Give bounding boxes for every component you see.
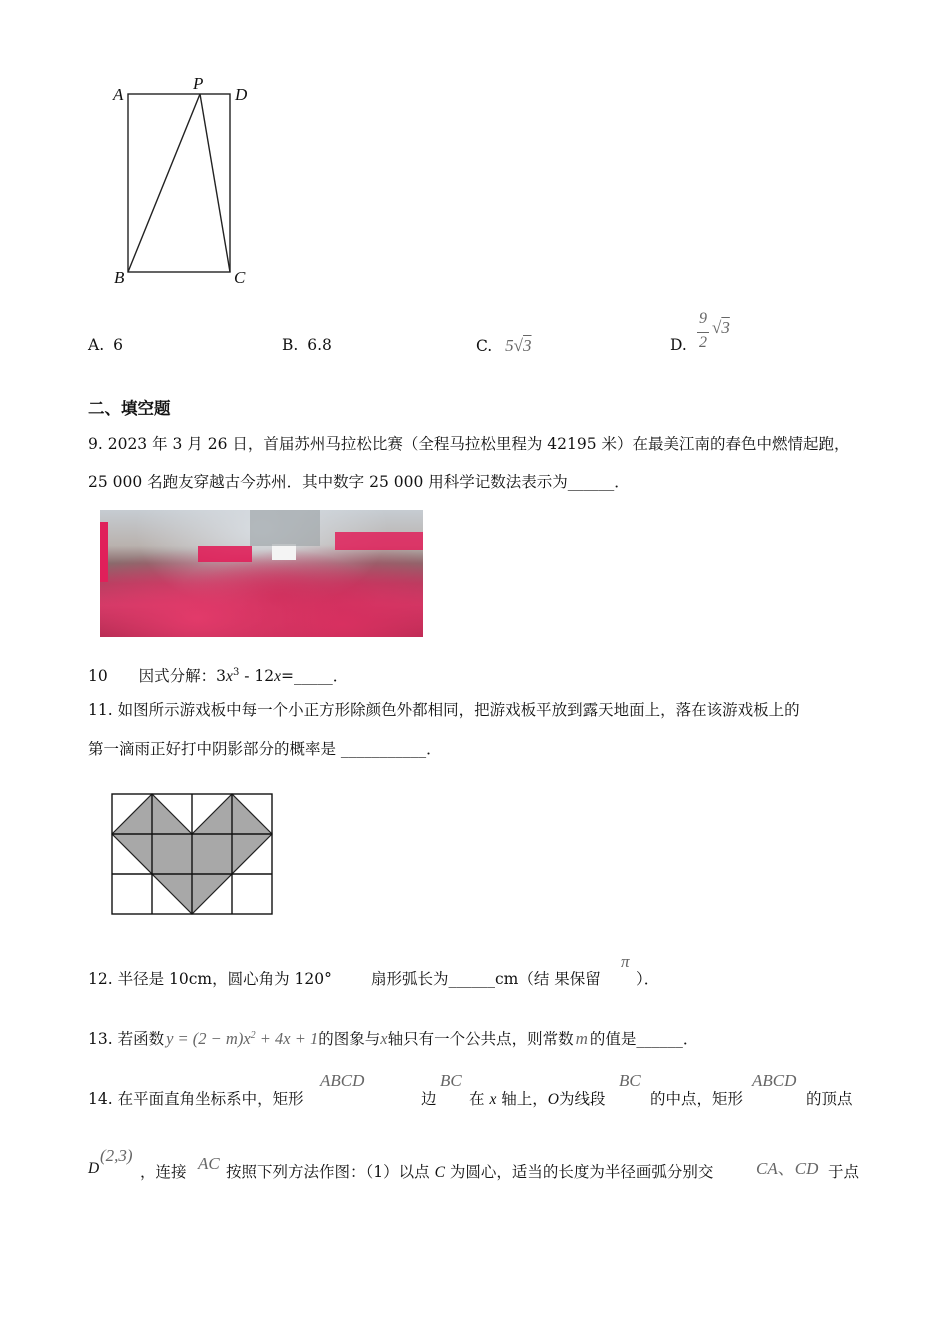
q13-formula: y = (2 − m)x xyxy=(166,1029,251,1048)
segment-pc xyxy=(200,94,230,272)
marathon-photo xyxy=(100,510,423,637)
q14-c: C xyxy=(434,1164,445,1181)
label-a: A xyxy=(113,85,124,104)
rectangle-figure xyxy=(0,0,950,300)
option-c xyxy=(476,336,532,356)
label-p: P xyxy=(193,74,204,93)
q14-coords: (2,3) xyxy=(100,1146,133,1165)
q11-line1: 11. 如图所示游戏板中每一个小正方形除颜色外都相同，把游戏板平放到露天地面上，落在该游戏板上的 xyxy=(88,701,800,719)
q10-text: 因式分解：3 xyxy=(138,667,227,685)
q9-line2: 25 000 名跑友穿越古今苏州．其中数字 25 000 用科学记数法表示为______． xyxy=(88,473,630,491)
q13-mid1: 的图象与 xyxy=(318,1030,381,1048)
q14-l2a: ，连接 xyxy=(140,1163,187,1181)
photo-banner-center xyxy=(198,546,252,562)
q11-line2: 第一滴雨正好打中阴影部分的概率是 ___________． xyxy=(88,740,442,758)
q12-part3: ）． xyxy=(636,970,660,988)
q14-o: O xyxy=(547,1091,559,1108)
option-a-letter: A. xyxy=(88,336,105,354)
q14-wei: 为线段 xyxy=(559,1090,606,1108)
q14-l2d: 于点 xyxy=(828,1163,860,1181)
q10-mid: - 12 xyxy=(239,667,275,685)
sqrt-sign: √ xyxy=(513,336,524,355)
q14-cd-text: CD xyxy=(794,1159,819,1178)
option-b-value: 6.8 xyxy=(307,336,332,354)
option-d-letter: D. xyxy=(670,336,687,354)
segment-bp xyxy=(128,94,200,272)
q10-exp: 3 xyxy=(232,666,240,678)
photo-banner-left xyxy=(100,522,108,582)
q14-mid: 的中点，矩形 xyxy=(650,1090,744,1108)
photo-tent xyxy=(272,544,296,560)
q9-line1: 9. 2023 年 3 月 26 日，首届苏州马拉松比赛（全程马拉松里程为 42195 米）在最美江南的春色中燃情起跑， xyxy=(88,435,850,453)
q14-bc1: BC xyxy=(440,1071,462,1090)
q14-zai xyxy=(469,1087,606,1109)
q14-l2b xyxy=(226,1160,713,1182)
option-d-sqrt: √3 xyxy=(712,318,730,337)
q13-tail: 的值是______． xyxy=(589,1030,699,1048)
label-b: B xyxy=(114,268,125,287)
fraction-bar xyxy=(697,332,709,333)
q10-tail: =_____． xyxy=(281,667,349,685)
q10-number: 10 xyxy=(88,667,108,685)
q14-d: D xyxy=(88,1160,100,1177)
option-a xyxy=(88,336,123,354)
option-a-value: 6 xyxy=(113,336,123,354)
q10-var: x xyxy=(226,668,233,685)
option-d xyxy=(670,336,687,354)
option-d-denominator: 2 xyxy=(699,334,707,351)
q13-m: m xyxy=(575,1029,588,1048)
q13-exp: 2 xyxy=(250,1029,256,1041)
photo-building xyxy=(250,510,320,546)
q14-abcd1: ABCD xyxy=(320,1071,365,1090)
section-title: 二、填空题 xyxy=(88,399,171,418)
label-c: C xyxy=(234,268,246,287)
option-b-letter: B. xyxy=(282,336,299,354)
q13-mid2: 轴只有一个公共点，则常数 xyxy=(387,1030,574,1048)
label-d: D xyxy=(235,85,248,104)
q14-number: 14. 在平面直角坐标系中，矩形 xyxy=(88,1090,304,1108)
q14-l2b-text: 按照下列方法作图：（1）以点 xyxy=(226,1163,430,1181)
q12-part2: 扇形弧长为______cm（结 果保留 xyxy=(371,970,601,988)
q10-var2: x xyxy=(274,668,282,685)
q10 xyxy=(88,664,348,686)
option-c-coef: 5 xyxy=(505,336,514,355)
option-d-numerator: 9 xyxy=(699,310,707,327)
photo-banner-right xyxy=(335,532,423,550)
q14-ca-text: CA xyxy=(756,1159,778,1178)
option-c-letter: C. xyxy=(476,337,493,355)
q12-part1: 12. 半径是 10cm，圆心角为 120° xyxy=(88,970,332,988)
q13-x: x xyxy=(380,1029,388,1048)
q14-zhou: 轴上， xyxy=(501,1090,548,1108)
q14-ac: AC xyxy=(198,1154,220,1173)
q14-zai-text: 在 xyxy=(469,1090,485,1108)
q14-l2c: 为圆心，适当的长度为半径画弧分别交 xyxy=(449,1163,714,1181)
option-b xyxy=(282,336,332,354)
q13-number: 13. 若函数 xyxy=(88,1030,165,1048)
option-c-radicand: 3 xyxy=(523,336,532,355)
q14-ca xyxy=(756,1154,818,1179)
q14-x: x xyxy=(489,1091,497,1108)
q12-pi: π xyxy=(621,952,630,971)
q13 xyxy=(88,1027,698,1049)
q14-bc2: BC xyxy=(619,1071,641,1090)
q14-abcd2: ABCD xyxy=(752,1071,797,1090)
option-d-radicand: 3 xyxy=(721,318,730,337)
q14-bian: 边 xyxy=(421,1090,437,1108)
heart-grid xyxy=(112,794,272,914)
q14-dingdian: 的顶点 xyxy=(806,1090,853,1108)
q14-sep: 、 xyxy=(777,1159,795,1178)
q13-formula-tail: + 4x + 1 xyxy=(255,1029,319,1048)
